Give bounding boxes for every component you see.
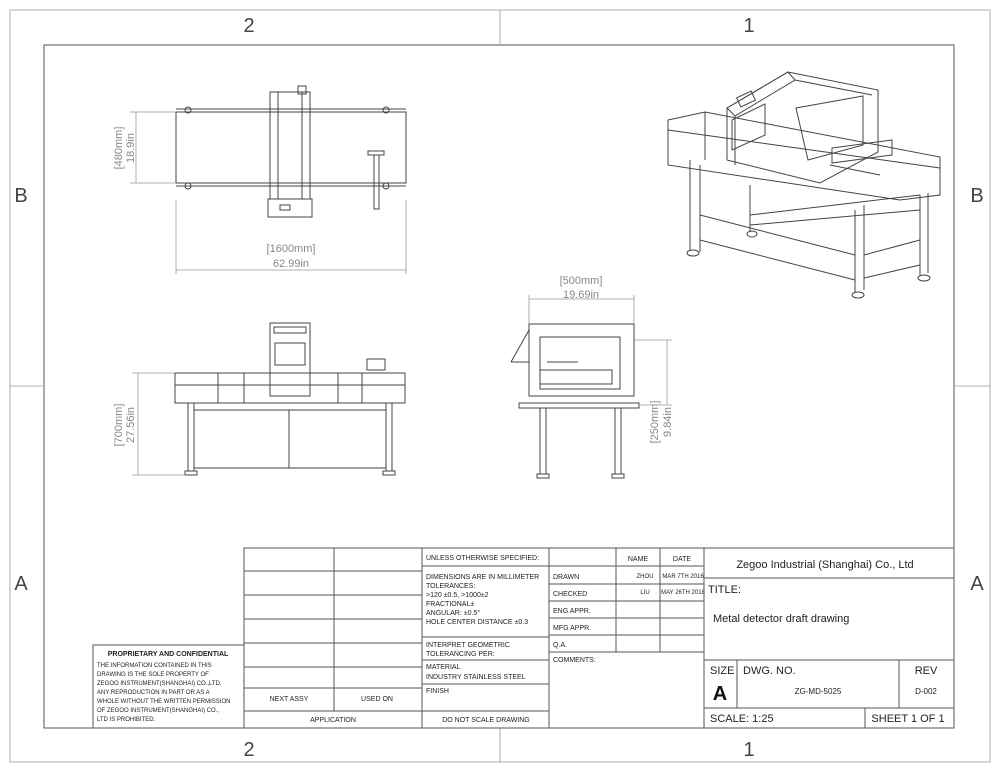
zone-label-top-1: 1: [743, 15, 755, 37]
zone-label-bottom-2: 2: [243, 739, 255, 761]
drawing-title: Metal detector draft drawing: [713, 613, 850, 625]
dwg-no-label: DWG. NO.: [743, 665, 796, 677]
dim-side-height-mm: [250mm]: [649, 400, 661, 444]
side-view-detector-frame: [529, 324, 634, 396]
title-label: TITLE:: [708, 584, 742, 596]
proprietary-line-3: ZEGOO INSTRUMENT(SHANGHAI) CO.,LTD.: [97, 681, 222, 687]
tol-line-2: TOLERANCES:: [426, 583, 476, 590]
side-view-dimensions: [529, 275, 674, 443]
used-on-label: USED ON: [361, 696, 393, 703]
checked-name: LIU: [640, 590, 650, 596]
proprietary-line-7: LTD IS PROHIBITED.: [97, 717, 156, 723]
iso-detector-head: [727, 72, 878, 183]
zone-label-right-a: A: [970, 573, 984, 595]
zone-label-left-a: A: [14, 573, 28, 595]
outer-border: [10, 10, 990, 762]
dim-front-height-in: 27.56in: [125, 406, 137, 444]
size-value: A: [712, 683, 728, 705]
proprietary-line-4: ANY REPRODUCTION IN PART OR AS A: [97, 690, 210, 696]
interpret-line-2: TOLERANCING PER:: [426, 651, 495, 658]
top-view-dimensions: [113, 112, 406, 274]
front-view-control-box: [367, 359, 385, 370]
dim-top-depth-mm: [480mm]: [113, 126, 125, 170]
proprietary-line-2: DRAWING IS THE SOLE PROPERTY OF: [97, 672, 209, 678]
date-header: DATE: [672, 556, 692, 563]
top-view-conveyor: [176, 112, 406, 183]
checked-label: CHECKED: [553, 591, 588, 598]
tol-line-4: FRACTIONAL±: [426, 601, 475, 608]
sheet-label: SHEET 1 OF 1: [871, 713, 945, 725]
dim-side-height-in: 9.84in: [662, 407, 674, 437]
top-view: [176, 86, 406, 217]
dim-top-width-in: 62.99in: [272, 258, 310, 270]
mfg-appr-label: MFG APPR.: [553, 625, 592, 632]
tol-line-6: HOLE CENTER DISTANCE ±0.3: [426, 619, 529, 626]
rev-label: REV: [914, 665, 938, 677]
company-name: Zegoo Industrial (Shanghai) Co., Ltd: [736, 559, 914, 571]
proprietary-line-5: WHOLE WITHOUT THE WRITTEN PERMISSION: [97, 699, 231, 705]
dim-front-height-mm: [700mm]: [113, 403, 125, 447]
proprietary-line-6: OF ZEGOO INSTRUMENT(SHANGHAI) CO.,: [97, 708, 220, 714]
dwg-no-value: ZG-MD-5025: [794, 687, 842, 696]
zone-label-right-b: B: [970, 185, 984, 207]
comments-label: COMMENTS:: [553, 657, 596, 664]
zone-label-bottom-1: 1: [743, 739, 755, 761]
zone-label-top-2: 2: [243, 15, 255, 37]
front-view-conveyor: [175, 373, 405, 403]
rev-value: D-002: [915, 687, 937, 696]
qa-label: Q.A.: [553, 642, 568, 649]
iso-conveyor: [668, 112, 940, 200]
tol-line-5: ANGULAR: ±0.5°: [426, 610, 481, 617]
drawn-label: DRAWN: [553, 574, 580, 581]
dim-top-depth-in: 18.9in: [125, 133, 137, 163]
side-view-conveyor: [519, 403, 639, 408]
scale-label: SCALE: 1:25: [710, 713, 774, 725]
title-block: [93, 548, 954, 728]
eng-appr-label: ENG APPR.: [553, 608, 591, 615]
finish-label: FINISH: [426, 688, 449, 695]
next-assy-label: NEXT ASSY: [269, 696, 309, 703]
name-header: NAME: [627, 556, 649, 563]
dim-top-width-mm: [1600mm]: [266, 243, 316, 255]
front-view-dimensions: [113, 373, 185, 475]
company-box: [704, 548, 954, 728]
material-label: MATERIAL: [426, 664, 461, 671]
dim-side-width-in: 19.69in: [562, 289, 600, 301]
application-label: APPLICATION: [310, 717, 356, 724]
zone-label-left-b: B: [14, 185, 28, 207]
do-not-scale: DO NOT SCALE DRAWING: [442, 717, 530, 724]
side-view: [511, 324, 639, 478]
drawn-name: ZHOU: [636, 574, 654, 580]
proprietary-line-1: THE INFORMATION CONTAINED IN THIS: [97, 663, 212, 669]
proprietary-title: PROPRIETARY AND CONFIDENTIAL: [107, 651, 229, 658]
front-view: [175, 323, 405, 475]
drawn-date: MAR 7TH 2016: [662, 574, 704, 580]
unless-specified: UNLESS OTHERWISE SPECIFIED:: [426, 555, 540, 562]
tol-line-3: >120 ±0.5, >1000±2: [426, 592, 489, 599]
dim-side-width-mm: [500mm]: [559, 275, 603, 287]
size-label: SIZE: [710, 665, 735, 677]
checked-date: MAY 26TH 2018: [661, 590, 705, 596]
tol-line-1: DIMENSIONS ARE IN MILLIMETER: [426, 574, 540, 581]
interpret-line-1: INTERPRET GEOMETRIC: [426, 642, 510, 649]
isometric-view: [668, 72, 940, 298]
material-value: INDUSTRY STAINLESS STEEL: [426, 674, 526, 681]
